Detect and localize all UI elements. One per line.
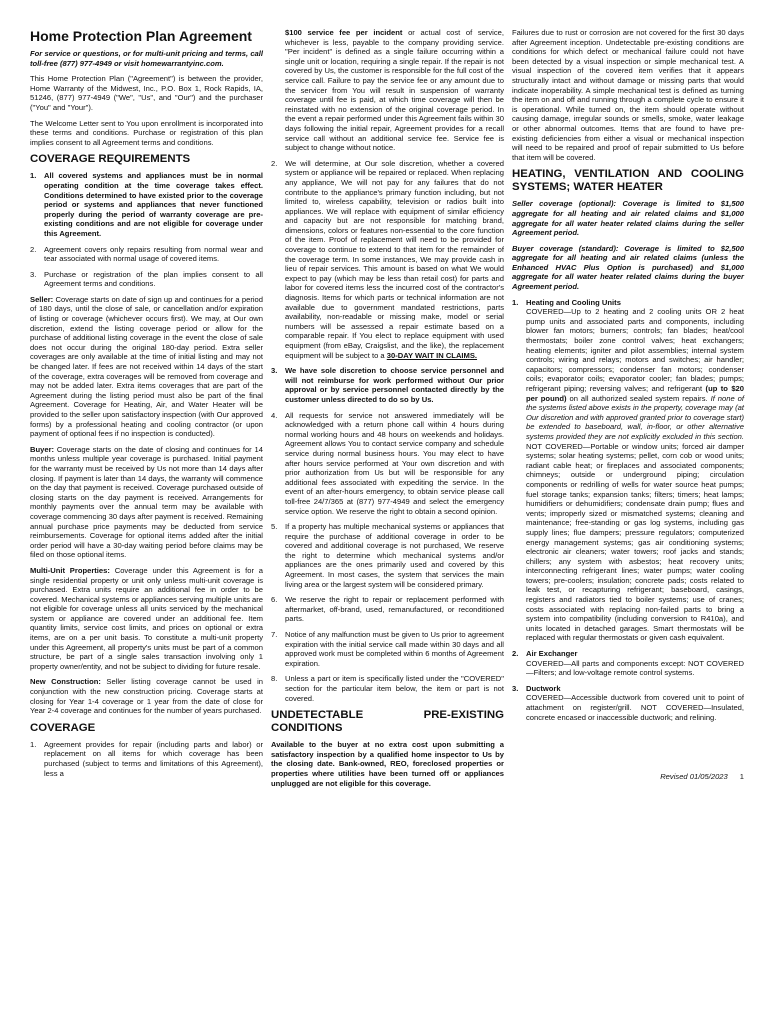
coverage-requirement-2: Agreement covers only repairs resulting from normal wear and tear associated with normal usage of covered items. <box>44 244 263 264</box>
list-item: 1. Agreement provides for repair (including parts and labor) or replacement on all items for which coverage has been purchased (subject to terms and limitations of this Agreement), less a <box>30 739 263 778</box>
intro-contact: For service or questions, or for multi-unit pricing and terms, call toll-free (877) 977-4949 or visit homewarrantyinc.com. <box>30 49 263 68</box>
service-fee: $100 service fee per incident <box>285 28 403 37</box>
column-middle <box>271 28 504 788</box>
list-item: 3. Purchase or registration of the plan implies consent to all Agreement terms and conditions. <box>30 269 263 289</box>
para-multi-unit: Multi-Unit Properties: Coverage under this Agreement is for a single residential property or unit only unless multi-unit coverage is purchased. Extra units require an additional fee in order to be covered. Mechanical systems or appliances serving multiple units are not eligible for coverage unless all units serviced by the mechanical system or appliance are covered under an additional fee. Item quantity limits, service cost limits, and prices on optional or extra items, are on a per unit basis. To constitute a multi-unit property under this Agreement, all property's units must be part of a common structure, be part of a single sales transaction involving only 1 property owner/entity, and not be subject to dividing for future resale. <box>30 565 263 671</box>
hvac-seller-limit: Seller coverage (optional): Coverage is limited to $1,500 aggregate for all heating and air related claims and $1,000 aggregate for all water heater related claims during the seller Agreement period. <box>512 199 744 238</box>
undetectable-text: Failures due to rust or corrosion are not covered for the first 30 days after Agreement inception. Undetectable pre-existing conditions are conditions for which defect or mechanical failure could not have been detected by a visual inspection or simple mechanical test. A visual inspection of the covered item verifies that it appears structurally intact and without damage or missing parts that would indicate inoperability. A simple mechanical test is defined as turning the item on and off and running through a complete cycle to ensure it is operational. While turned on, the item should operate without causing damage, irregular sounds or smells, smoke, water leakage or other abnormal outcomes. Items that are found to have pre-existing deficiencies from either a visual or mechanical inspection will need to be repaired and proof of repair submitted to Us before that item will be covered. <box>512 28 744 162</box>
para-parties: This Home Protection Plan ("Agreement") is between the provider, Home Warranty of the Midwest, Inc., P.O. Box 1, Rock Rapids, IA, 51246, (877) 977-4949 ("We", "Us", and "Our") and the purchaser ("You" and "Your"). <box>30 74 263 112</box>
page-footer <box>660 772 744 781</box>
list-item: 1. Heating and Cooling Units COVERED—Up to 2 heating and 2 cooling units OR 2 heat pump units and associated parts and components, including blower fan motors; burners; controls; fan blades; heat/cool thermostats; boiler zone control valves; heat exchangers; heating elements; igniter and pilot assemblies; internal system controls; wiring and relays; motors and switches; air handler; capacitors; compressors; condenser fan motors; condenser coils; evaporator coils; evaporator cooler; fan blades; pumps; refrigerant piping; reversing valves; and refrigerant (up to $20 per pound) on all authorized sealed system repairs. If none of the systems listed above exists in the property, coverage may (at Our discretion and with approved granted prior to coverage start) be extended to baseboard, wall, in-floor, or other alternative systems provided they are not explicitly excluded in this section. NOT COVERED—Portable or window units; forced air damper systems; solar heating systems; pellet, corn cob or wood units; radiant cable heat; or fireplaces and associated components; chimneys; outside or underground piping; circulation components or redrilling of wells for water source heat pumps; fuel storage tanks; expansion tanks; filters; timers; heat lamps; humidifiers or dehumidifiers; condensate drain pump; flues and vents; improperly sized or mismatched systems; cleaning and maintenance; free-standing or gas log systems, including gas supply lines; flue dampers; pressure regulators; computerized energy management systems; gas air conditioning systems; electronic air cleaners; water towers; roof jacks and stands; chillers; any system with asbestos; heat recovery units; interconnecting refrigerant lines; water pumps; water cooling towers; pre-coolers; insulation; concrete pads; costs related to leak test, or recapturing refrigerant; baseboard, casings, registers and radiators tied to boiler systems; use of cranes; costs associated with replacing non-failed parts to bring a system into compatibility (including conversion to R410a), and units located in detached garages. Smart thermostats will be replaced with regular thermostats or given cash equivalent. <box>512 297 744 643</box>
list-item: 2. Air Exchanger COVERED—All parts and components except: NOT COVERED—Filters; and low-voltage remote control systems. <box>512 649 744 678</box>
heating-cooling-title: Heating and Cooling Units <box>526 297 621 307</box>
undetectable-intro: Available to the buyer at no extra cost upon submitting a satisfactory inspection by a qualified home inspector to Us by the closing date. Bank-owned, REO, foreclosed properties or properties where utilities have been turned off or appliances unplugged are not eligible for this coverage. <box>271 740 504 788</box>
coverage-requirement-3: Purchase or registration of the plan implies consent to all Agreement terms and conditions. <box>44 269 263 289</box>
air-exchanger-title: Air Exchanger <box>526 649 578 659</box>
para-welcome-letter: The Welcome Letter sent to You upon enrollment is incorporated into these terms and conditions. Purchase or registration of this plan implies consent to all Agreement terms and conditions. <box>30 118 263 147</box>
list-item: 2. We will determine, at Our sole discretion, whether a covered system or appliance will be repaired or replaced. When replacing any appliance, We will not pay for any failures that do not contribute to the appliance's primary function including, but not limited to, wireless capability, television or radios built into appliances. We will replace with equipment of similar efficiency and capacity but are not responsible for matching brand, dimensions, colors or features non-essential to the core function of the item. Proof of replacement will need to be provided for coverage to continue to extend to that item for the remainder of the coverage term. In some instances, We may provide cash in lieu of repair services. This amount is based on what We would expect to pay (which may be less than retail cost) for parts and labor for covered items less the incurred cost of the contractor's diagnosis. Items for which parts or technical information are not available due to government mandated restrictions, parts availability, non-readable or missing make, model or serial numbers will be assessed a repair estimate based on a comparable repair. If You elect to replace equipment with used equipment (from eBay, Craigslist, and the like), the replacement equipment will be subject to a 30-DAY WAIT IN CLAIMS. <box>271 158 504 360</box>
ductwork-title: Ductwork <box>526 683 561 693</box>
heading-coverage: COVERAGE <box>30 721 96 734</box>
page-title: Home Protection Plan Agreement <box>30 28 252 44</box>
list-item: 8. Unless a part or item is specifically listed under the "COVERED" section for the particular item below, the item or part is not covered. <box>271 674 504 703</box>
column-right <box>512 28 744 768</box>
list-item-continued: $100 service fee per incident or actual cost of service, whichever is less, payable to the company providing service. "Per incident" is defined as a single failure occurring within a single unit or location, requiring a single repair. If the repair is not covered by Us, the customer is responsible for the full cost of the service call. Failure to pay the service fee or any amount due to the servicer from You will result in suspension of warranty coverage until fee is paid, at which time coverage will then be reinstated with no extension of the original coverage period. In the event a repair performed under this Agreement fails within 30 days following the initial repair, Agreement provides for a recall service call without an additional service fee. Service fee is subject to change without notice. <box>285 28 504 153</box>
heading-coverage-requirements: COVERAGE REQUIREMENTS <box>30 153 191 166</box>
list-item: 3. Ductwork COVERED—Accessible ductwork from covered unit to point of attachment on register/grill. NOT COVERED—Insulated, concrete encased or inaccessible ductwork; and relining. <box>512 683 744 722</box>
heading-hvac: HEATING, VENTILATION AND COOLING SYSTEMS; WATER HEATER <box>512 168 744 194</box>
list-item: 5. If a property has multiple mechanical systems or appliances that require the purchase of additional coverage in order to be covered and additional coverage is not purchased, We reserve the right to determine which mechanical systems and/or appliances are the ones primarily used and covered by this Agreement. In most cases, the system that services the main living area or the largest system will be considered primary. <box>271 522 504 589</box>
column-left <box>30 28 263 928</box>
list-item: 4. All requests for service not answered immediately will be acknowledged with a return phone call within 4 hours during normal working hours and 48 hours on weekends and holidays. Agreement allows You to contact service company and schedule service during normal business hours. You may elect to have after hours service performed at Your own discretion and with prior authorization from Us but will be responsible for any additional fees associated with expediting the service. In the event of an after-hours emergency, to obtain service please call toll-free 24/7/365 at (877) 977-4949 and select the emergency service option. We reserve the right to obtain a second opinion. <box>271 410 504 516</box>
para-buyer: Buyer: Coverage starts on the date of closing and continues for 14 months unless multiple year coverage is purchased. Initial payment for the warranty must be received by Us not more than 14 days after closing. If payment is later than 14 days, the warranty will commence on the day that payment is received. Coverage purchased outside of closing starts on the day payment is received. Arrangements for monthly payments over the annual term may be available with coverage commencing 30 days after payment is received. Remaining annual purchase price payments may be deducted from service reimbursements. Coverage for optional items added after the initial order period will have a 30-day waiting period before claims may be filed on those optional items. <box>30 444 263 560</box>
para-new-construction: New Construction: Seller listing coverage cannot be used in conjunction with the new construction pricing. Coverage starts at closing for Year 1-4 coverage or 1 year from the date of close for Year 2-4 coverage and continues for the number of years purchased. <box>30 677 264 716</box>
revision-date: Revised 01/05/2023 <box>660 772 728 781</box>
list-item: 1. All covered systems and appliances must be in normal operating condition at the time coverage takes effect. Conditions determined to have existed prior to the coverage period or systems and appliances that never functioned properly during the period of warranty coverage are pre-existing conditions and are not eligible for coverage under this Agreement. <box>30 171 263 238</box>
list-item: 7. Notice of any malfunction must be given to Us prior to agreement expiration with the initial service call made within 30 days and all approved work must be completed within 6 months of Agreement expiration. <box>271 630 504 668</box>
coverage-requirement-1: All covered systems and appliances must be in normal operating condition at the time coverage takes effect. Conditions determined to have existed prior to the coverage period or systems and appliances that never functioned properly during the period of warranty coverage are pre-existing conditions and are not eligible for coverage under this Agreement. <box>44 171 263 238</box>
hvac-buyer-limit: Buyer coverage (standard): Coverage is limited to $2,500 aggregate for all heating and air related claims (unless the Enhanced HVAC Plus Option is purchased) and $1,000 aggregate for all water heater related claims during the buyer Agreement period. <box>512 243 744 292</box>
coverage-item-1-start: Agreement provides for repair (including parts and labor) or replacement on all items for which coverage has been purchased (subject to terms and limitations of this Agreement), less a <box>44 739 263 778</box>
para-seller: Seller: Coverage starts on date of sign up and continues for a period of 180 days, until the close of sale, or cancellation and/or expiration of listing or coverage (whichever occurs first). We may, at Our own discretion, extend the listing coverage period or allow for the purchase of additional listing coverage in the event the close of sale does not occur during the original 180-day period. Extra seller coverages are only available at the time of initial listing and may not be changed later. If fees are not received within 14 days of the start of the coverage, extra coverages will be removed from coverage and may not be added later. Extra items coverages that are part of the Agreement during the listing period must also be part of the final Agreement. Coverage for Heating, Air, and Water Heater will be provided to the seller upon satisfactory inspection (with Our approved forms) by a professional heating and cooling contractor (or upon payment of optional fees if no inspection is conducted). <box>30 294 263 439</box>
list-item: 3. We have sole discretion to choose service personnel and will not reimburse for work performed without Our prior approval or by service personnel contacted directly by the customer unless directed to do so by Us. <box>271 366 504 404</box>
list-item: 2. Agreement covers only repairs resulting from normal wear and tear associated with normal usage of covered items. <box>30 244 263 264</box>
heading-undetectable: UNDETECTABLE PRE-EXISTING CONDITIONS <box>271 709 504 735</box>
page-number: 1 <box>739 772 744 781</box>
wait-notice: 30-DAY WAIT IN CLAIMS. <box>386 350 478 360</box>
list-item: 6. We reserve the right to repair or replacement performed with aftermarket, off-brand, used, remanufactured, or reconditioned parts. <box>271 595 504 624</box>
